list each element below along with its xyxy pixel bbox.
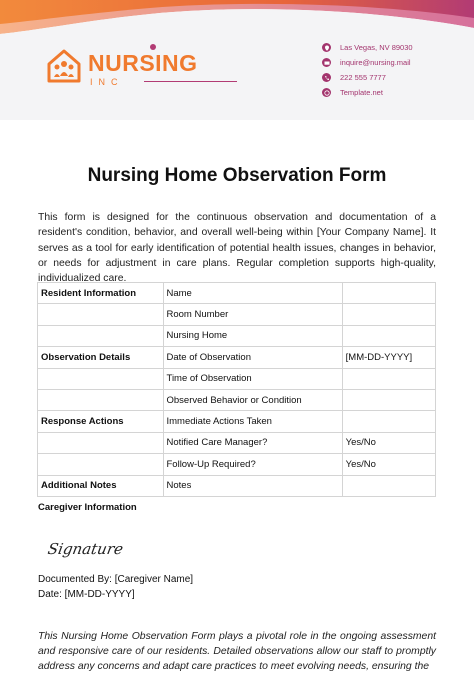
table-row	[38, 411, 436, 432]
contact-email[interactable]	[322, 55, 472, 70]
field-value[interactable]	[342, 325, 435, 346]
section-label	[38, 389, 164, 410]
contact-info	[322, 40, 472, 100]
contact-website[interactable]	[322, 85, 472, 100]
documented-by: Documented By: [Caregiver Name]	[38, 574, 194, 585]
table-row	[38, 368, 436, 389]
field-label: Date of Observation	[163, 347, 342, 368]
section-label: Observation Details	[38, 347, 164, 368]
section-label: Response Actions	[38, 411, 164, 432]
field-label: Follow-Up Required?	[163, 454, 342, 475]
field-label: Immediate Actions Taken	[163, 411, 342, 432]
signature: Signature	[46, 540, 125, 558]
contact-address-text: Las Vegas, NV 89030	[340, 43, 413, 52]
company-logo	[46, 46, 196, 92]
field-label: Notes	[163, 475, 342, 496]
section-label	[38, 368, 164, 389]
table-row	[38, 347, 436, 368]
field-label: Time of Observation	[163, 368, 342, 389]
table-row	[38, 304, 436, 325]
section-label	[38, 432, 164, 453]
field-value[interactable]	[342, 368, 435, 389]
footer-note: This Nursing Home Observation Form plays a pivotal role in the ongoing assessment and responsive care of our residents. Detailed observations allow our staff to promptly address any concerns and adapt care practices to meet evolving needs, ensuring the	[38, 631, 436, 672]
section-label	[38, 325, 164, 346]
contact-email-text[interactable]: inquire@nursing.mail	[340, 58, 411, 67]
field-label: Name	[163, 283, 342, 304]
field-label: Observed Behavior or Condition	[163, 389, 342, 410]
table-row	[38, 389, 436, 410]
observation-form-table	[37, 282, 436, 497]
intro-paragraph: This form is designed for the continuous observation and documentation of a resident's condition, behavior, and overall well-being within [Your Company Name]. It serves as a tool for early identification of potential health issues, changes in behavior, or needs for adjustment in care plans. Regular completion supports high-quality, individualized care.	[38, 212, 436, 285]
table-row	[38, 432, 436, 453]
contact-address	[322, 40, 472, 55]
table-row	[38, 283, 436, 304]
brand-underline	[144, 81, 237, 82]
contact-phone	[322, 70, 472, 85]
field-value[interactable]	[342, 475, 435, 496]
section-label	[38, 454, 164, 475]
phone-icon	[322, 73, 331, 82]
field-label: Nursing Home	[163, 325, 342, 346]
globe-icon	[322, 88, 331, 97]
table-row	[38, 454, 436, 475]
house-people-logo-icon	[46, 48, 82, 84]
contact-website-text[interactable]: Template.net	[340, 88, 383, 97]
field-label: Room Number	[163, 304, 342, 325]
field-label: Notified Care Manager?	[163, 432, 342, 453]
section-label: Resident Information	[38, 283, 164, 304]
contact-phone-text: 222 555 7777	[340, 73, 386, 82]
document-title: Nursing Home Observation Form	[87, 165, 387, 186]
caregiver-heading: Caregiver Information	[38, 502, 137, 513]
location-pin-icon	[322, 43, 331, 52]
section-label	[38, 304, 164, 325]
section-label: Additional Notes	[38, 475, 164, 496]
table-row	[38, 325, 436, 346]
field-value[interactable]	[342, 389, 435, 410]
documented-date: Date: [MM-DD-YYYY]	[38, 589, 135, 600]
field-value[interactable]: [MM-DD-YYYY]	[342, 347, 435, 368]
table-row	[38, 475, 436, 496]
field-value[interactable]: Yes/No	[342, 432, 435, 453]
brand-name: NURSING	[88, 50, 198, 76]
brand-dot	[150, 44, 156, 50]
field-value[interactable]	[342, 283, 435, 304]
field-value[interactable]	[342, 304, 435, 325]
field-value[interactable]: Yes/No	[342, 454, 435, 475]
mail-icon	[322, 58, 331, 67]
brand-sub: INC	[90, 77, 124, 87]
field-value[interactable]	[342, 411, 435, 432]
